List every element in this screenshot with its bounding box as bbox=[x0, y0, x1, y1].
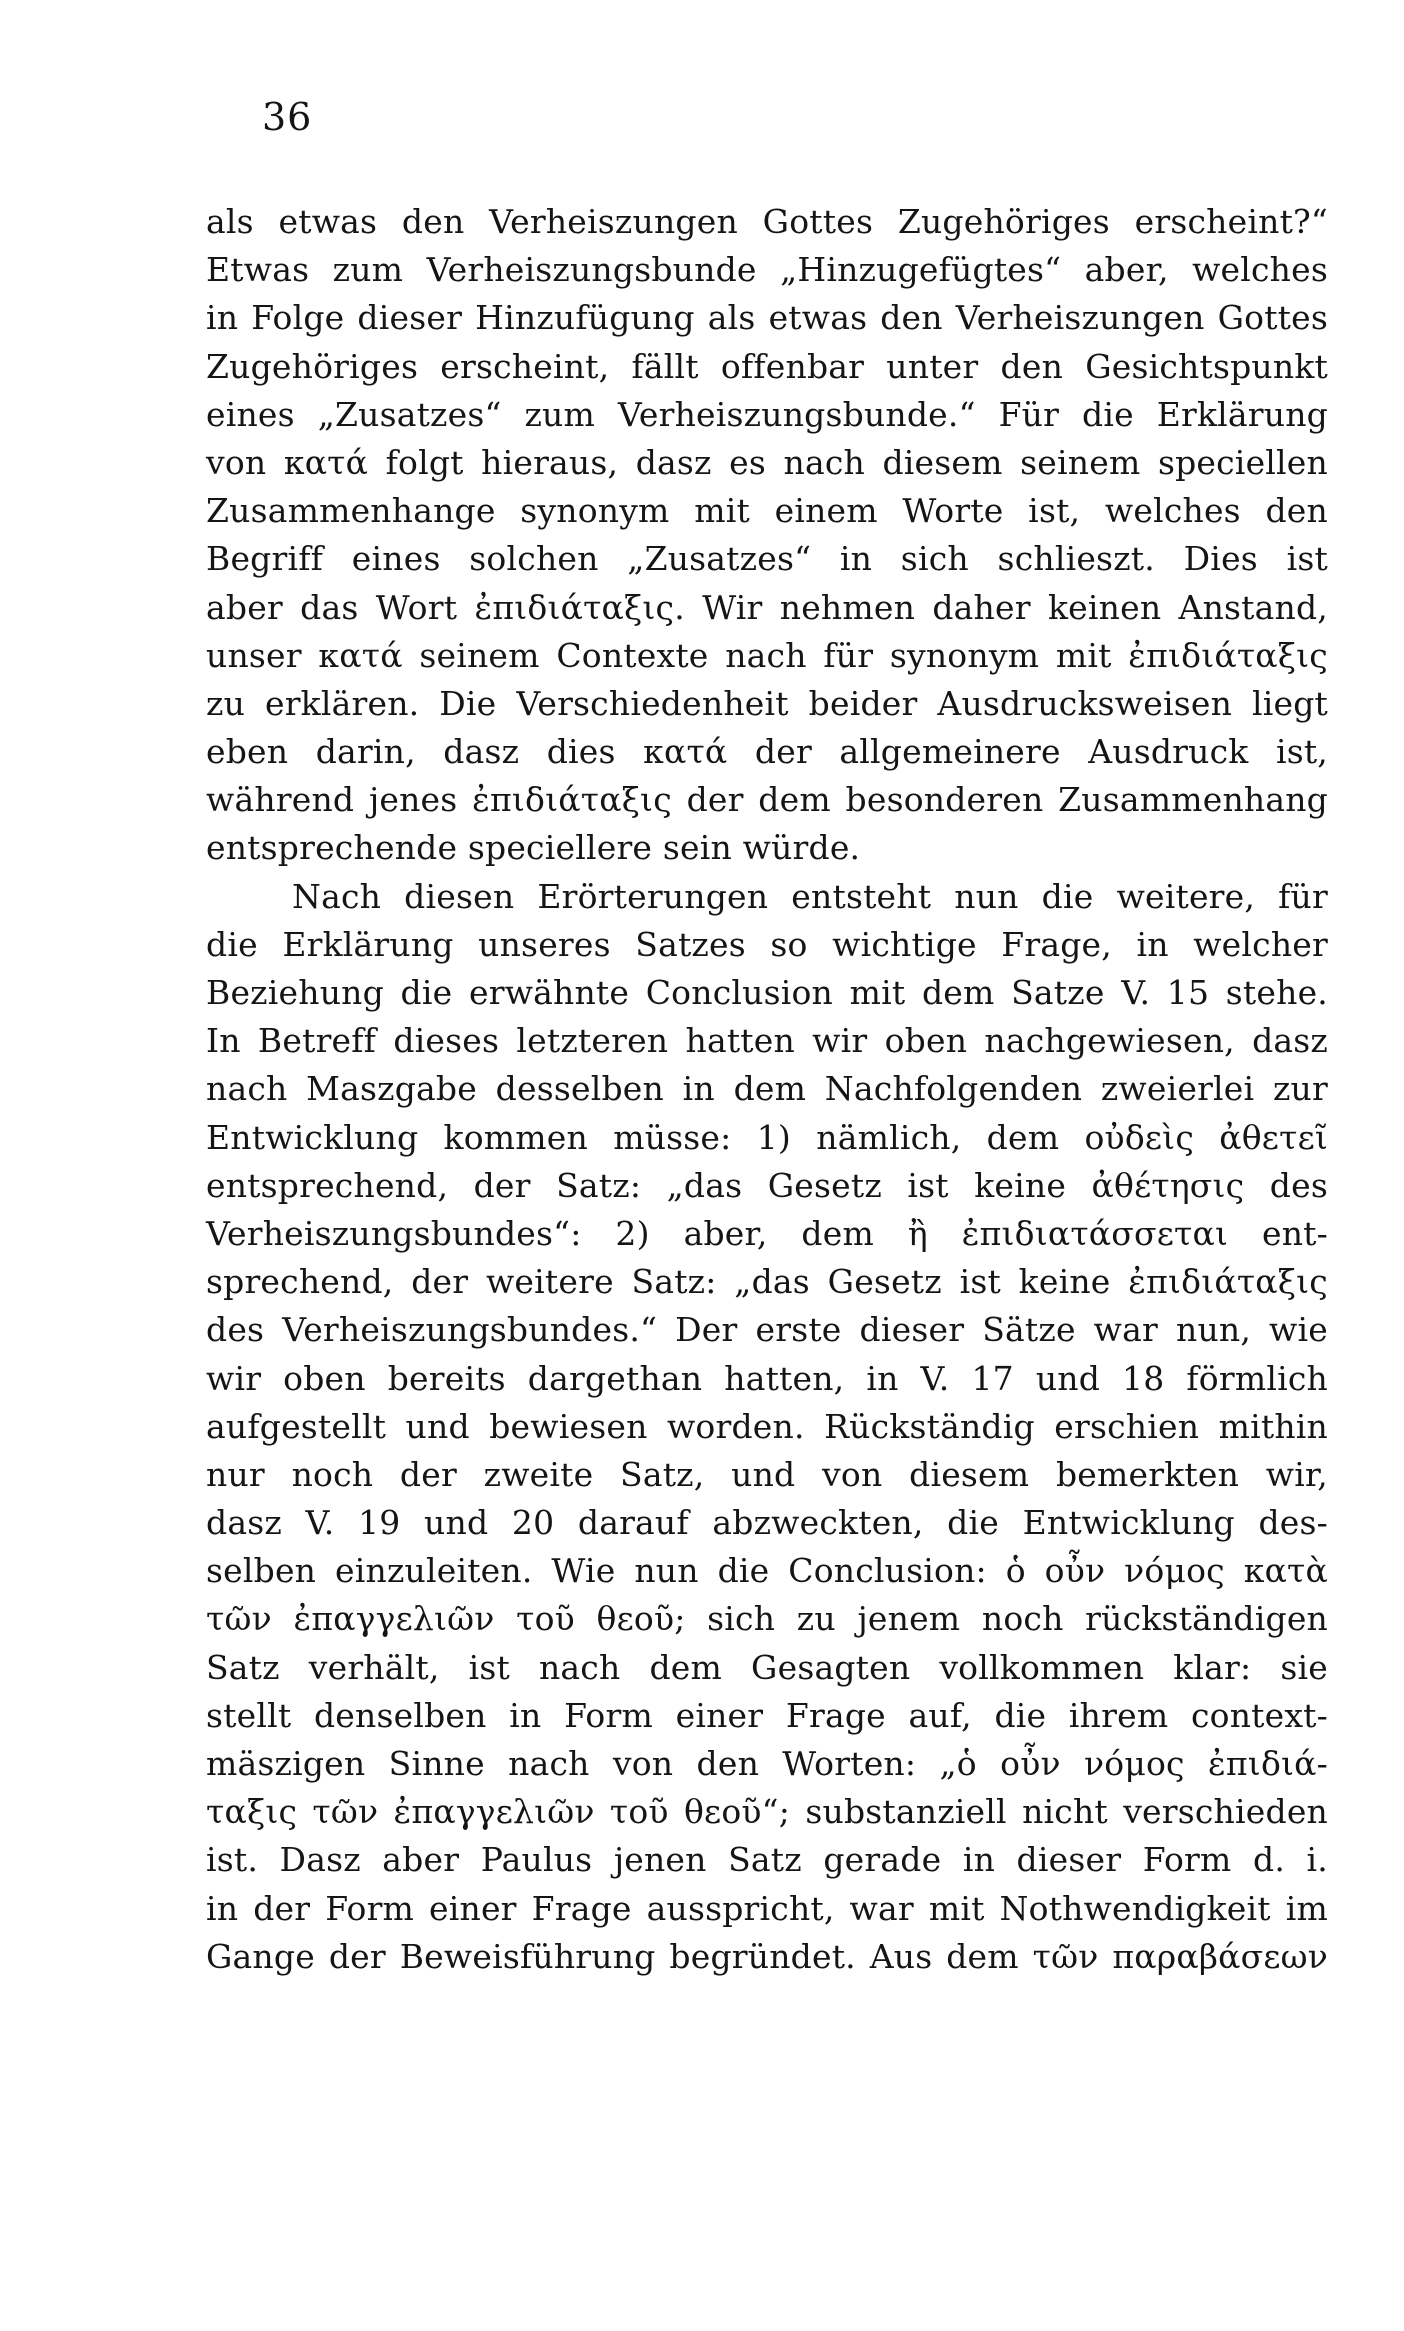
text-line: die Erklärung unseres Satzes so wichtige Frage, in welcher bbox=[206, 924, 1328, 964]
text-line: Satz verhält, ist nach dem Gesagten vollkommen klar: sie bbox=[206, 1647, 1328, 1687]
text-line: während jenes ἐπιδιάταξις der dem besonderen Zusammenhang bbox=[206, 780, 1328, 820]
text-line: nur noch der zweite Satz, und von diesem bemerkten wir, bbox=[206, 1454, 1328, 1494]
text-line: Begriff eines solchen „Zusatzes“ in sich schlieszt. Dies ist bbox=[206, 539, 1328, 579]
text-line: entsprechend, der Satz: „das Gesetz ist keine ἀθέτησις des bbox=[206, 1165, 1328, 1205]
text-line: unser κατά seinem Contexte nach für synonym mit ἐπιδιάταξις bbox=[206, 635, 1328, 675]
text-line: eines „Zusatzes“ zum Verheiszungsbunde.“ Für die Erklärung bbox=[206, 394, 1328, 434]
text-line: Beziehung die erwähnte Conclusion mit dem Satze V. 15 stehe. bbox=[206, 973, 1328, 1012]
text-line: Etwas zum Verheiszungsbunde „Hinzugefügtes“ aber, welches bbox=[206, 250, 1328, 290]
text-line: stellt denselben in Form einer Frage auf, die ihrem context- bbox=[206, 1695, 1328, 1735]
text-line: nach Maszgabe desselben in dem Nachfolgenden zweierlei zur bbox=[206, 1069, 1328, 1109]
text-line: sprechend, der weitere Satz: „das Gesetz ist keine ἐπιδιάταξις bbox=[206, 1262, 1328, 1302]
body-text bbox=[206, 198, 1328, 1981]
text-line: Entwicklung kommen müsse: 1) nämlich, dem οὐδεὶς ἀθετεῖ bbox=[206, 1117, 1328, 1157]
page-number: 36 bbox=[262, 95, 313, 139]
text-line: des Verheiszungsbundes.“ Der erste dieser Sätze war nun, wie bbox=[206, 1310, 1328, 1350]
text-line: Gange der Beweisführung begründet. Aus dem τῶν παραβάσεων bbox=[206, 1936, 1328, 1976]
text-line: eben darin, dasz dies κατά der allgemeinere Ausdruck ist, bbox=[206, 732, 1328, 772]
text-line: selben einzuleiten. Wie nun die Conclusion: ὁ οὖν νόμος κατὰ bbox=[206, 1551, 1328, 1591]
text-line: dasz V. 19 und 20 darauf abzweckten, die Entwicklung des- bbox=[206, 1503, 1328, 1543]
text-line: in der Form einer Frage ausspricht, war mit Nothwendigkeit im bbox=[206, 1888, 1328, 1928]
text-line: Nach diesen Erörterungen entsteht nun die weitere, für bbox=[292, 876, 1328, 916]
text-line: entsprechende speciellere sein würde. bbox=[206, 828, 861, 868]
text-line: als etwas den Verheiszungen Gottes Zugehöriges erscheint?“ bbox=[206, 202, 1328, 241]
text-line: ταξις τῶν ἐπαγγελιῶν τοῦ θεοῦ“; substanziell nicht verschieden bbox=[206, 1792, 1328, 1832]
text-line: aufgestellt und bewiesen worden. Rückständig erschien mithin bbox=[206, 1406, 1328, 1446]
text-line: τῶν ἐπαγγελιῶν τοῦ θεοῦ; sich zu jenem noch rückständigen bbox=[206, 1599, 1328, 1639]
text-line: Verheiszungsbundes“: 2) aber, dem ἢ ἐπιδιατάσσεται ent- bbox=[206, 1213, 1328, 1253]
text-line: mäszigen Sinne nach von den Worten: „ὁ οὖν νόμος ἐπιδιά- bbox=[206, 1744, 1328, 1783]
text-line: ist. Dasz aber Paulus jenen Satz gerade in dieser Form d. i. bbox=[206, 1840, 1328, 1880]
text-line: von κατά folgt hieraus, dasz es nach diesem seinem speciellen bbox=[206, 442, 1328, 482]
text-line: In Betreff dieses letzteren hatten wir oben nachgewiesen, dasz bbox=[206, 1021, 1328, 1061]
text-line: in Folge dieser Hinzufügung als etwas den Verheiszungen Gottes bbox=[206, 298, 1328, 338]
text-line: aber das Wort ἐπιδιάταξις. Wir nehmen daher keinen Anstand, bbox=[206, 587, 1328, 627]
text-line: wir oben bereits dargethan hatten, in V. 17 und 18 förmlich bbox=[206, 1358, 1328, 1398]
text-line: Zusammenhange synonym mit einem Worte ist, welches den bbox=[206, 491, 1328, 531]
text-line: zu erklären. Die Verschiedenheit beider Ausdrucksweisen liegt bbox=[206, 683, 1328, 723]
text-line: Zugehöriges erscheint, fällt offenbar unter den Gesichtspunkt bbox=[206, 346, 1328, 386]
